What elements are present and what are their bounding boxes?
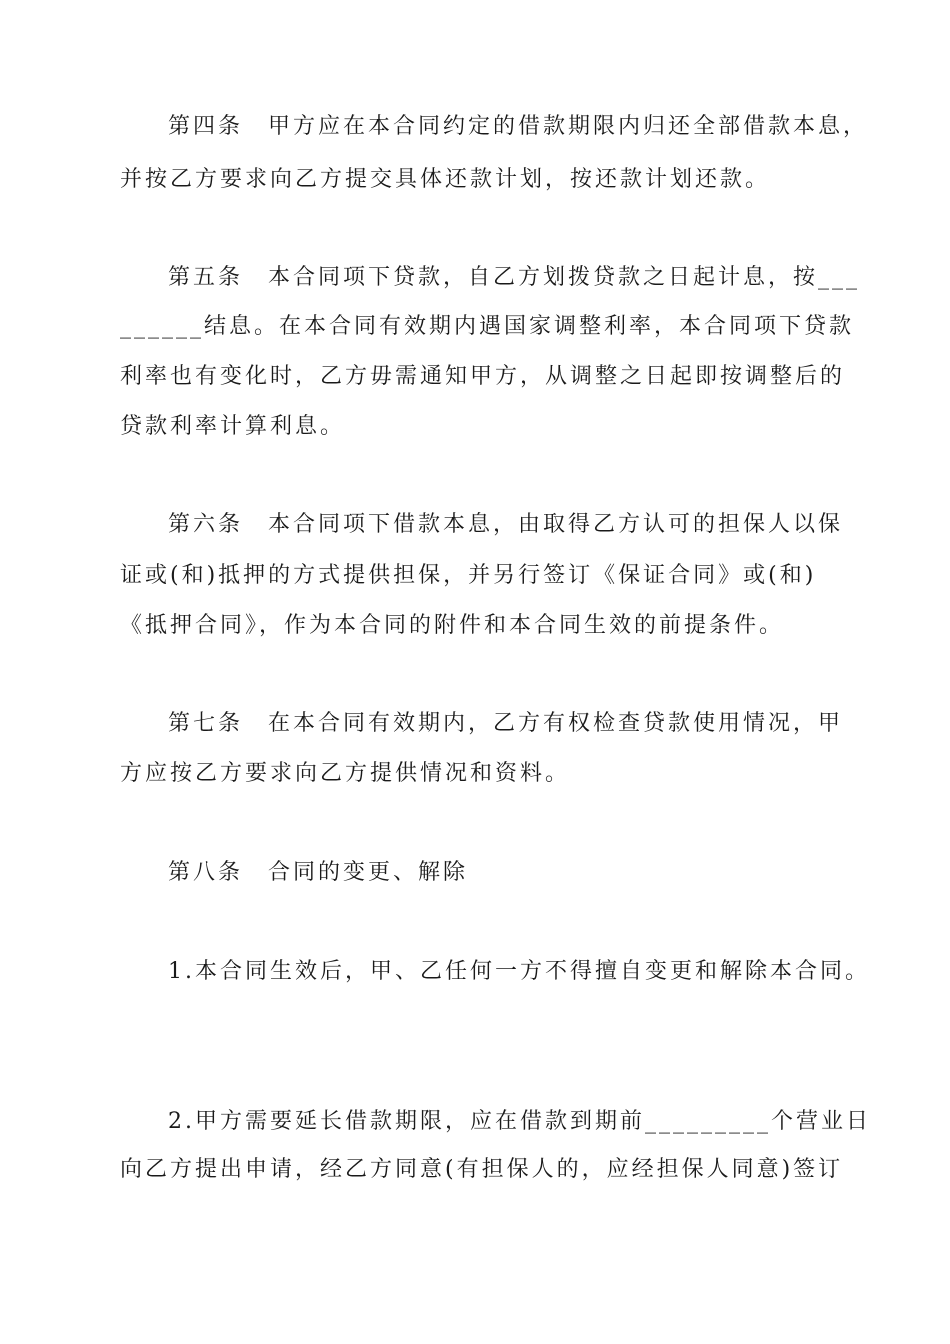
- article-8-clause-1: 1.本合同生效后，甲、乙任何一方不得擅自变更和解除本合同。: [168, 959, 870, 984]
- article-4-line-2: 并按乙方要求向乙方提交具体还款计划，按还款计划还款。: [120, 167, 771, 192]
- article-5-line-4: 贷款利率计算利息。: [120, 414, 346, 439]
- article-5-line-1: 第五条 本合同项下贷款，自乙方划拨贷款之日起计息，按___: [168, 265, 861, 290]
- article-5-line-3: 利率也有变化时，乙方毋需通知甲方，从调整之日起即按调整后的: [120, 364, 846, 389]
- article-8-heading: 第八条 合同的变更、解除: [168, 860, 469, 885]
- article-7-line-2: 方应按乙方要求向乙方提供情况和资料。: [120, 761, 571, 786]
- article-7-line-1: 第七条 在本合同有效期内，乙方有权检查贷款使用情况，甲: [168, 711, 844, 736]
- article-4-line-1: 第四条 甲方应在本合同约定的借款期限内归还全部借款本息，: [168, 114, 869, 139]
- article-5-line-2: ______结息。在本合同有效期内遇国家调整利率，本合同项下贷款: [120, 314, 855, 339]
- article-8-clause-2-line-2: 向乙方提出申请，经乙方同意(有担保人的，应经担保人同意)签订: [120, 1157, 844, 1182]
- article-6-line-2: 证或(和)抵押的方式提供担保，并另行签订《保证合同》或(和): [120, 563, 817, 588]
- article-8-clause-2-line-1: 2.甲方需要延长借款期限，应在借款到期前_________个营业日: [168, 1109, 871, 1134]
- article-6-line-3: 《抵押合同》，作为本合同的附件和本合同生效的前提条件。: [120, 613, 785, 638]
- article-6-line-1: 第六条 本合同项下借款本息，由取得乙方认可的担保人以保: [168, 512, 844, 537]
